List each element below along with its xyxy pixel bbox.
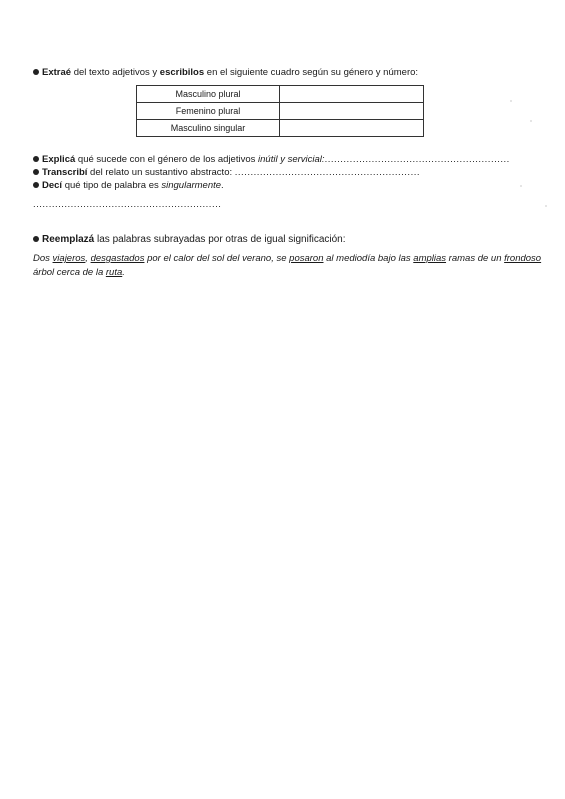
para-text: por el calor del sol del verano, se xyxy=(144,253,290,264)
scan-speck xyxy=(545,205,547,207)
para-text: Dos xyxy=(33,253,53,264)
instruction-verb: Transcribí xyxy=(42,167,88,178)
underlined-word: desgastados xyxy=(90,253,145,264)
bullet-icon xyxy=(33,182,39,188)
instruction-text: del texto adjetivos y xyxy=(71,67,160,78)
answer-cell[interactable] xyxy=(280,86,424,103)
underlined-word: amplias xyxy=(413,253,447,264)
answer-line-deci[interactable]: ............................................................ xyxy=(33,199,222,210)
answer-cell[interactable] xyxy=(280,103,424,120)
bullet-icon xyxy=(33,236,39,242)
question-reemplaza xyxy=(33,234,346,246)
scan-speck xyxy=(510,100,512,102)
para-text: ramas de un xyxy=(446,253,505,264)
question-extrae xyxy=(33,67,418,79)
instruction-text: qué tipo de palabra es xyxy=(62,180,162,191)
word-italic: singularmente xyxy=(161,180,222,191)
row-label: Masculino singular xyxy=(137,120,280,137)
instruction-verb: Reemplazá xyxy=(42,234,95,245)
para-text: árbol cerca de la xyxy=(33,267,106,278)
scan-speck xyxy=(530,120,532,122)
row-label: Masculino plural xyxy=(137,86,280,103)
para-text: al mediodía bajo las xyxy=(323,253,414,264)
instruction-verb: Extraé xyxy=(42,67,72,78)
answer-cell[interactable] xyxy=(280,120,424,137)
period: . xyxy=(221,180,224,191)
table-row xyxy=(137,103,424,120)
para-text: . xyxy=(122,267,125,278)
underlined-word: viajeros xyxy=(52,253,86,264)
table-row xyxy=(137,86,424,103)
bullet-icon xyxy=(33,156,39,162)
table-row xyxy=(137,120,424,137)
question-explica xyxy=(33,154,510,166)
scan-speck xyxy=(520,185,522,187)
underlined-word: frondoso xyxy=(504,253,542,264)
exercise-paragraph xyxy=(33,252,558,280)
answer-line[interactable]: ........................................................... xyxy=(234,167,420,178)
adjectives-italic: inútil y servicial: xyxy=(258,154,325,165)
instruction-verb: Decí xyxy=(42,180,63,191)
instruction-text: las palabras subrayadas por otras de igual significación: xyxy=(94,234,346,245)
para-text: , xyxy=(85,253,91,264)
underlined-word: posaron xyxy=(289,253,324,264)
answer-line[interactable]: ........................................................... xyxy=(324,154,510,165)
bullet-icon xyxy=(33,169,39,175)
gender-number-table xyxy=(136,85,424,137)
instruction-text: qué sucede con el género de los adjetivos xyxy=(75,154,259,165)
instruction-verb-2: escribilos xyxy=(159,67,205,78)
underlined-word: ruta xyxy=(105,267,123,278)
bullet-icon xyxy=(33,69,39,75)
instruction-text-2: en el siguiente cuadro según su género y número: xyxy=(204,67,419,78)
row-label: Femenino plural xyxy=(137,103,280,120)
question-deci xyxy=(33,180,224,192)
question-transcribi xyxy=(33,167,420,179)
instruction-text: del relato un sustantivo abstracto: xyxy=(87,167,235,178)
instruction-verb: Explicá xyxy=(42,154,76,165)
